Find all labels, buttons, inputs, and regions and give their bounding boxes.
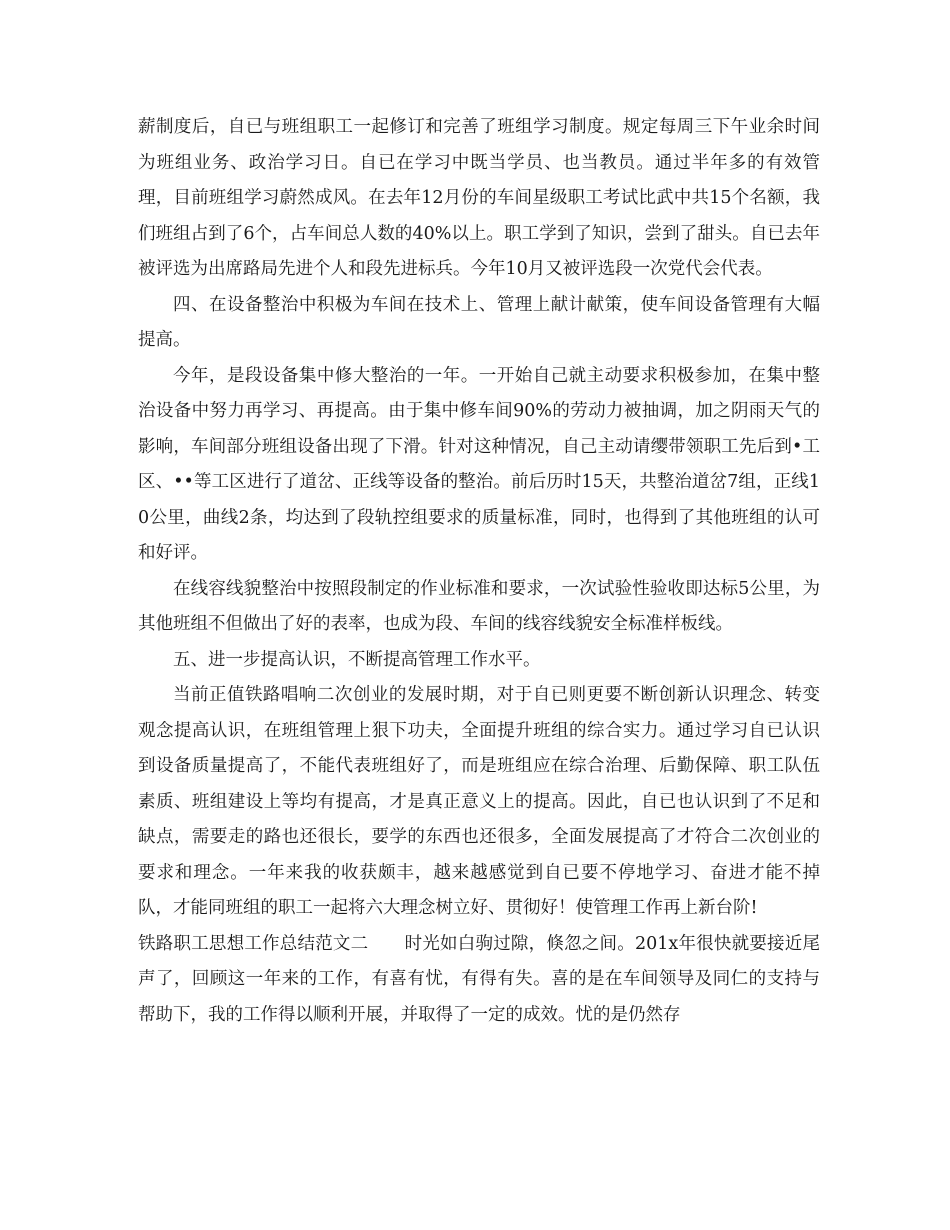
paragraph-1: 薪制度后，自已与班组职工一起修订和完善了班组学习制度。规定每周三下午业余时间为班组业务、政治学习日。自已在学习中既当学员、也当教员。通过半年多的有效管理，目前班组学习蔚然成风。在去年12月份的车间星级职工考试比武中共15个名额，我们班组占到了6个，占车间总人数的40%以上。职工学到了知识，尝到了甜头。自已去年被评选为出席路局先进个人和段先进标兵。今年10月又被评选段一次党代会代表。 (138, 117, 820, 279)
section-body: 时光如白驹过隙，倏忽之间。201x年很快就要接近尾声了，回顾这一年来的工作，有喜有忧，有得有失。喜的是在车间领导及同仁的支持与帮助下，我的工作得以顺利开展，并取得了一定的成效。忧的是仍然存 (138, 933, 820, 1025)
paragraph-7 (138, 927, 820, 1034)
paragraph-6: 当前正值铁路唱响二次创业的发展时期，对于自已则更要不断创新认识理念、转变观念提高认识，在班组管理上狠下功夫，全面提升班组的综合实力。通过学习自已认识到设备质量提高了，不能代表班组好了，而是班组应在综合治理、后勤保障、职工队伍素质、班组建设上等均有提高，才是真正意义上的提高。因此，自已也认识到了不足和缺点，需要走的路也还很长，要学的东西也还很多，全面发展提高了才符合二次创业的要求和理念。一年来我的收获颇丰，越来越感觉到自已要不停地学习、奋进才能不掉队，才能同班组的职工一起将六大理念树立好、贯彻好！使管理工作再上新台阶! (138, 685, 820, 918)
paragraph-2: 四、在设备整治中积极为车间在技术上、管理上献计献策，使车间设备管理有大幅提高。 (138, 294, 820, 350)
paragraph-3: 今年，是段设备集中修大整治的一年。一开始自己就主动要求积极参加，在集中整治设备中努力再学习、再提高。由于集中修车间90%的劳动力被抽调，加之阴雨天气的影响，车间部分班组设备出现了下滑。针对这种情况，自己主动请缨带领职工先后到•工区、••等工区进行了道岔、正线等设备的整治。前后历时15天，共整治道岔7组，正线10公里，曲线2条，均达到了段轨控组要求的质量标准，同时，也得到了其他班组的认可和好评。 (138, 365, 820, 563)
document-body (138, 110, 820, 1033)
paragraph-5: 五、进一步提高认识，不断提高管理工作水平。 (173, 649, 541, 670)
paragraph-4: 在线容线貌整治中按照段制定的作业标准和要求，一次试验性验收即达标5公里，为其他班组不但做出了好的表率，也成为段、车间的线容线貌安全标准样板线。 (138, 578, 820, 634)
section-title: 铁路职工思想工作总结范文二 (138, 933, 369, 954)
